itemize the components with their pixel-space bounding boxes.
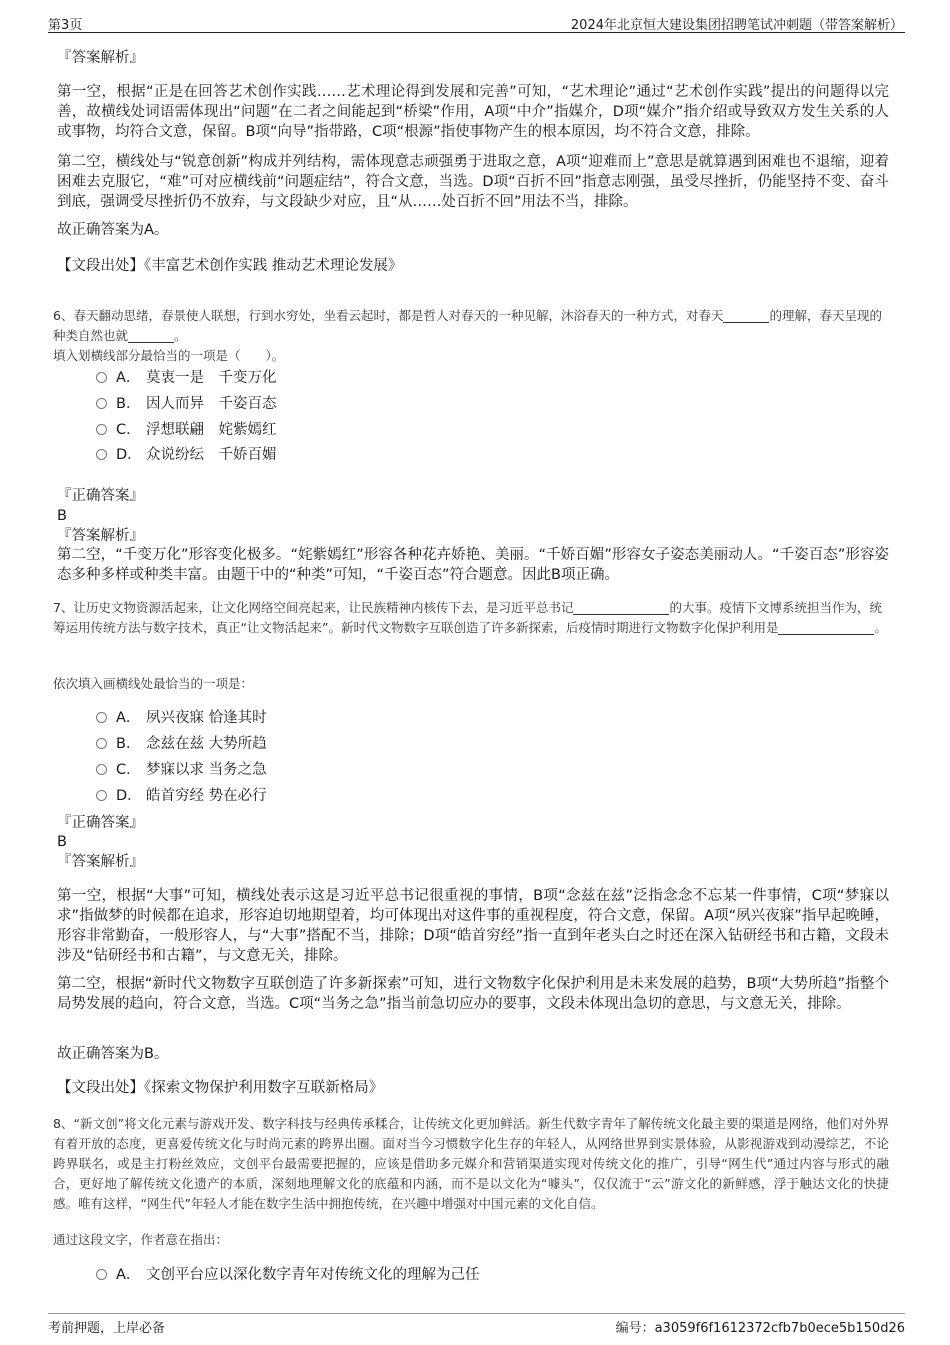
q7-analysis-p1-text: 第一空，根据“大事”可知，横线处表示这是习近平总书记很重视的事情，B项“念兹在兹”泛指念念不忘某一件事情，C项“梦寐以求”指做梦的时候都在追求，形容迫切地期望着，均可体现出对这件事的重视程度，符合文意，保留。A项“夙兴夜寐”指早起晚睡，形容非常勤奋，一般形容人，与“大事”搭配不当，排除；D项“皓首穷经”指一直到年老头白之时还在深入钻研经书和古籍，文段未涉及“钻研经书和古籍”，与文意无关，排除。 [57, 888, 889, 964]
q6-stem-part-b: 的理解，春天呈现的种类自然也就 [53, 308, 882, 343]
q5-source: 【文段出处】《丰富艺术创作实践 推动艺术理论发展》 [57, 258, 403, 274]
q5-analysis-p2-text: 第二空，横线处与“锐意创新”构成并列结构，需体现意志顽强勇于进取之意，A项“迎难而上”意思是就算遇到困难也不退缩，迎着困难去克服它，“难”可对应横线前“问题症结”，符合文意，当选。D项“百折不回”指意志刚强，虽受尽挫折，仍能坚持不变、奋斗到底，强调受尽挫折仍不放弃，与文段缺少对应，且“从……处百折不回”用法不当，排除。 [57, 154, 889, 210]
page-header [48, 12, 905, 33]
q7-answer: B [57, 834, 67, 850]
radio-icon[interactable] [96, 1269, 107, 1280]
q7-option-c[interactable] [96, 760, 267, 780]
q7-analysis-p2-text: 第二空，根据“新时代文物数字互联创造了许多新探索”可知，进行文物数字化保护利用是未来发展的趋势，B项“大势所趋”指整个局势发展的趋向，符合文意，当选。C项“当务之急”指当前急切应办的要事，文段未体现出急切的意思，与文意无关，排除。 [57, 976, 889, 1012]
radio-icon[interactable] [96, 398, 107, 409]
q7-prompt: 依次填入画横线处最恰当的一项是： [53, 676, 254, 691]
page-footer [48, 1313, 905, 1336]
q8-option-a[interactable] [96, 1265, 480, 1285]
q6-blank-2 [128, 328, 174, 343]
q5-analysis-p1-text: 第一空，根据“正是在回答艺术创作实践……艺术理论得到发展和完善”可知，“艺术理论”通过“艺术创作实践”提出的问题得以完善，故横线处词语需体现出“问题”在二者之间能起到“桥梁”作用，A项“中介”指媒介，D项“媒介”指介绍或导致双方发生关系的人或事物，均符合文意，保留。B项“向导”指带路，C项“根源”指使事物产生的根本原因，均不符合文意，排除。 [57, 84, 889, 140]
q6-option-d[interactable] [96, 445, 277, 465]
radio-icon[interactable] [96, 738, 107, 749]
q7-blank-1 [573, 600, 669, 615]
q6-option-a-text: 莫衷一是 千变万化 [146, 370, 277, 386]
q5-analysis-p2 [57, 152, 889, 212]
q6-stem-part-a: 6、春天翻动思绪，春景使人联想，行到水穷处，坐看云起时，都是哲人对春天的一种见解，沐浴春天的一种方式，对春天 [53, 308, 724, 323]
radio-icon[interactable] [96, 712, 107, 723]
q7-option-b[interactable] [96, 734, 267, 754]
q7-option-b-text: 念兹在兹 大势所趋 [146, 736, 267, 752]
q6-option-d-text: 众说纷纭 千娇百媚 [146, 447, 277, 463]
q6-option-c-text: 浮想联翩 姹紫嫣红 [146, 422, 277, 438]
q6-option-c[interactable] [96, 420, 277, 440]
q6-option-d-letter: D． [116, 447, 142, 463]
q7-answer-label: 『正确答案』 [57, 815, 144, 831]
q6-blank-1 [723, 308, 769, 323]
q7-answer-line: 故正确答案为B。 [57, 1046, 169, 1062]
q8-option-a-letter: A． [116, 1267, 141, 1283]
q7-stem-part-c: 。 [874, 620, 887, 635]
q6-answer: B [57, 508, 67, 524]
document-code: 编号：a3059f6f1612372cfb7b0ece5b150d26 [615, 1321, 905, 1336]
q8-stem [53, 1114, 889, 1214]
q6-analysis-label: 『答案解析』 [57, 528, 144, 544]
q6-analysis [57, 545, 889, 585]
q7-analysis-p2 [57, 974, 889, 1014]
q7-analysis-p1 [57, 886, 889, 966]
page-number: 第3页 [48, 18, 83, 33]
q7-option-a[interactable] [96, 708, 267, 728]
q7-option-a-text: 夙兴夜寐 恰逢其时 [146, 710, 267, 726]
q7-stem [53, 598, 889, 638]
footer-slogan: 考前押题，上岸必备 [48, 1321, 166, 1336]
q8-prompt: 通过这段文字，作者意在指出： [53, 1232, 229, 1247]
radio-icon[interactable] [96, 764, 107, 775]
q6-answer-label: 『正确答案』 [57, 488, 144, 504]
q7-option-d-text: 皓首穷经 势在必行 [146, 788, 267, 804]
q7-option-b-letter: B． [116, 736, 141, 752]
q7-option-d-letter: D． [116, 788, 142, 804]
q6-option-b-letter: B． [116, 396, 141, 412]
q6-stem [53, 306, 889, 346]
q6-option-a[interactable] [96, 368, 277, 388]
radio-icon[interactable] [96, 372, 107, 383]
q6-prompt: 填入划横线部分最恰当的一项是（ ）。 [53, 348, 285, 363]
document-title: 2024年北京恒大建设集团招聘笔试冲刺题（带答案解析） [570, 18, 903, 33]
q7-source: 【文段出处】《探索文物保护利用数字互联新格局》 [57, 1080, 384, 1096]
q7-analysis-label: 『答案解析』 [57, 854, 144, 870]
q6-stem-part-c: 。 [174, 328, 187, 343]
q6-option-a-letter: A． [116, 370, 141, 386]
q6-option-b[interactable] [96, 394, 277, 414]
q5-analysis-label: 『答案解析』 [57, 50, 144, 66]
radio-icon[interactable] [96, 790, 107, 801]
q5-answer-line: 故正确答案为A。 [57, 222, 169, 238]
q7-option-d[interactable] [96, 786, 267, 806]
q7-stem-part-a: 7、让历史文物资源活起来，让文化网络空间亮起来，让民族精神内核传下去，是习近平总书记 [53, 600, 574, 615]
q7-stem-part-b: 的大事。疫情下文博系统担当作为，统筹运用传统方法与数字技术，真正“让文物活起来”。新时代文物数字互联创造了许多新探索，后疫情时期进行文物数字化保护利用是 [53, 600, 882, 635]
q6-analysis-text: 第二空，“千变万化”形容变化极多。“姹紫嫣红”形容各种花卉娇艳、美丽。“千娇百媚”形容女子姿态美丽动人。“千姿百态”形容姿态多种多样或种类丰富。由题干中的“种类”可知，“千姿百态”符合题意。因此B项正确。 [57, 547, 889, 583]
q7-option-c-letter: C． [116, 762, 141, 778]
q8-option-a-text: 文创平台应以深化数字青年对传统文化的理解为己任 [146, 1267, 480, 1283]
radio-icon[interactable] [96, 424, 107, 435]
q7-option-a-letter: A． [116, 710, 141, 726]
radio-icon[interactable] [96, 449, 107, 460]
q7-option-c-text: 梦寐以求 当务之急 [146, 762, 267, 778]
q8-stem-text: 8、“新文创”将文化元素与游戏开发、数字科技与经典传承糅合，让传统文化更加鲜活。新生代数字青年了解传统文化最主要的渠道是网络，他们对外界有着开放的态度，更喜爱传统文化与时尚元素的跨界出圈。面对当今习惯数字化生存的年轻人，从网络世界到实景体验，从影视游戏到动漫综艺，不论跨界联名，或是主打粉丝效应，文创平台最需要把握的，应该是借助多元媒介和营销渠道实现对传统文化的推广，引导“网生代”通过内容与形式的融合，更好地了解传统文化遗产的本质，深刻地理解文化的底蕴和内涵，而不是以文化为“噱头”，仅仅流于“云”游文化的新鲜感，浮于触达文化的快捷感。唯有这样，“网生代”年轻人才能在数字生活中拥抱传统，在兴趣中增强对中国元素的文化自信。 [53, 1116, 889, 1211]
q6-option-b-text: 因人而异 千姿百态 [146, 396, 277, 412]
q6-option-c-letter: C． [116, 422, 141, 438]
q7-blank-2 [778, 620, 874, 635]
q5-analysis-p1 [57, 82, 889, 142]
